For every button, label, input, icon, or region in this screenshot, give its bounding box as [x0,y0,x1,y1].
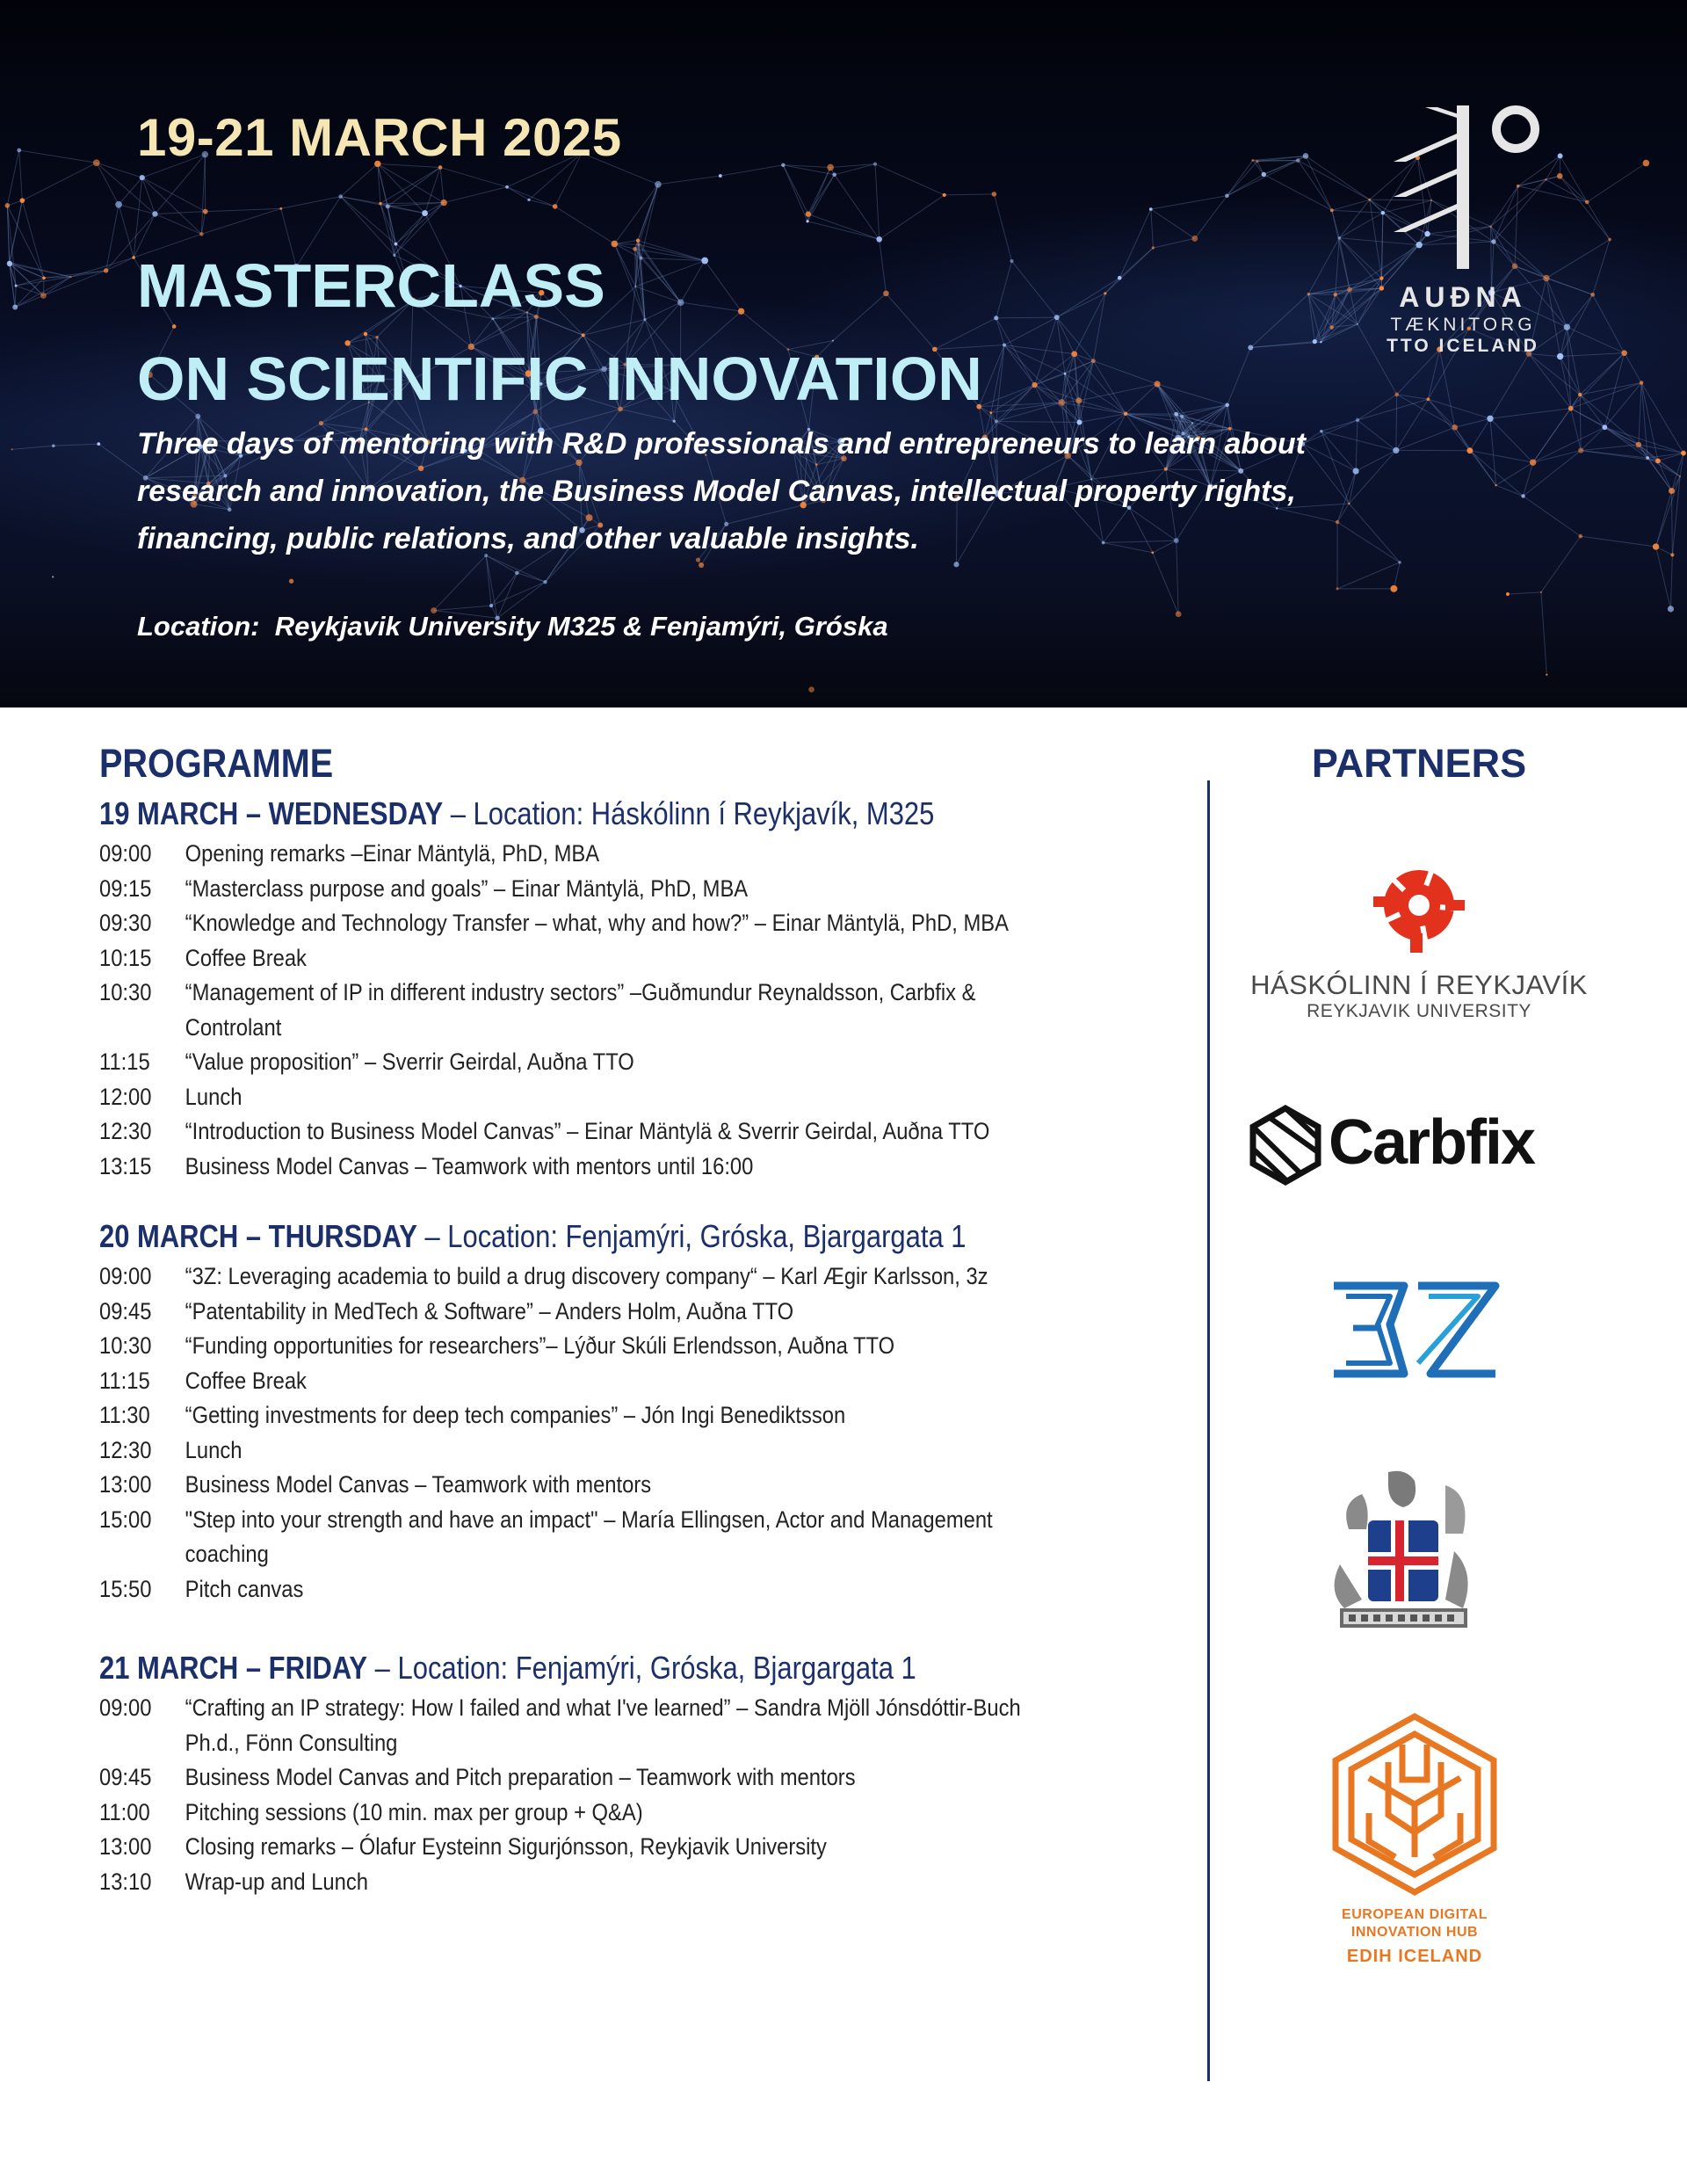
day-name: 21 MARCH – FRIDAY [99,1650,368,1686]
programme-section [99,736,1189,1899]
event-title [137,239,982,425]
schedule-text: “Masterclass purpose and goals” – Einar Mäntylä, PhD, MBA [185,874,749,902]
schedule-time: 13:15 [99,1152,152,1179]
schedule-text: “Patentability in MedTech & Software” – Anders Holm, Auðna TTO [185,1297,794,1324]
schedule-text: “Management of IP in different industry sectors” –Guðmundur Reynaldsson, Carbfix & Controlant [185,979,976,1041]
schedule-time: 15:00 [99,1506,152,1533]
schedule-item [99,1364,1120,1399]
audna-name: AUÐNA [1399,281,1527,313]
schedule-item [99,906,1120,941]
carbfix-name: Carbfix [1329,1107,1535,1178]
edih-line3: EDIH ICELAND [1346,1947,1483,1966]
day-heading [99,1645,1036,1691]
schedule-text: “Crafting an IP strategy: How I failed and what I've learned” – Sandra Mjöll Jónsdóttir-Buch Ph.d., Fönn Consulting [185,1694,1021,1756]
carbfix-logo [1248,1103,1582,1191]
schedule-item [99,1114,1120,1150]
schedule-time: 10:30 [99,979,152,1005]
schedule-text: “Getting investments for deep tech companies” – Jón Ingi Benediktsson [185,1402,846,1428]
carbfix-hexagon-icon [1248,1103,1323,1187]
schedule-time: 13:00 [99,1833,152,1860]
day-name: 20 MARCH – THURSDAY [99,1218,417,1254]
schedule-item [99,872,1120,907]
schedule-time: 09:45 [99,1764,152,1790]
day-location: – Location: Fenjamýri, Gróska, Bjargargata 1 [416,1218,967,1254]
schedule-text: Closing remarks – Ólafur Eysteinn Sigurjónsson, Reykjavik University [185,1833,827,1860]
schedule-item [99,1295,1120,1330]
day-block [99,1214,1189,1607]
schedule-text: “Funding opportunities for researchers”– Lýður Skúli Erlendsson, Auðna TTO [185,1332,895,1359]
schedule-time: 12:30 [99,1118,152,1144]
schedule-item [99,837,1120,872]
day-block [99,1645,1189,1899]
schedule-time: 10:15 [99,944,152,971]
schedule-list [99,1259,1120,1607]
schedule-text: Wrap-up and Lunch [185,1868,368,1895]
schedule-text: “Knowledge and Technology Transfer – what, why and how?” – Einar Mäntylä, PhD, MBA [185,910,1009,936]
schedule-text: Coffee Break [185,1367,307,1394]
event-date: 19-21 MARCH 2025 [137,108,622,167]
day-heading [99,1214,1036,1259]
reykjavik-university-logo [1239,857,1599,1033]
schedule-time: 15:50 [99,1575,152,1602]
reykjavik-university-subtitle: REYKJAVIK UNIVERSITY [1307,1001,1531,1021]
schedule-time: 13:10 [99,1868,152,1895]
hero-banner [0,0,1687,707]
day-block [99,791,1189,1184]
schedule-time: 11:00 [99,1798,150,1825]
3z-logo [1327,1279,1502,1380]
reykjavik-university-emblem-icon [1239,857,1599,962]
schedule-item [99,1691,1120,1760]
schedule-item [99,1329,1120,1364]
schedule-item [99,976,1120,1045]
reykjavik-university-name: HÁSKÓLINN Í REYKJAVÍK [1250,969,1588,1000]
schedule-time: 09:30 [99,910,152,936]
schedule-text: Coffee Break [185,944,307,971]
coat-of-arms-icon [1322,1468,1485,1639]
schedule-time: 11:15 [99,1048,150,1075]
3z-logo-icon [1327,1279,1502,1380]
schedule-time: 09:15 [99,874,152,902]
edih-line2: INNOVATION HUB [1350,1925,1479,1940]
schedule-time: 13:00 [99,1471,152,1498]
schedule-time: 09:00 [99,1263,152,1289]
schedule-item [99,1433,1120,1469]
schedule-text: Lunch [185,1083,243,1110]
schedule-item [99,1503,1120,1572]
schedule-item [99,1045,1120,1080]
schedule-item [99,941,1120,976]
schedule-text: Pitching sessions (10 min. max per group + Q&A) [185,1798,643,1825]
schedule-time: 10:30 [99,1332,152,1359]
partners-heading: PARTNERS [1311,741,1527,786]
schedule-time: 12:00 [99,1083,152,1110]
schedule-item [99,1080,1120,1115]
audna-subtitle2: TTO ICELAND [1387,336,1539,356]
schedule-text: Pitch canvas [185,1575,304,1602]
schedule-text: Business Model Canvas and Pitch preparation – Teamwork with mentors [185,1764,856,1790]
schedule-item [99,1259,1120,1295]
event-title-line2: ON SCIENTIFIC INNOVATION [137,345,982,413]
schedule-item [99,1150,1120,1185]
day-location: – Location: Fenjamýri, Gróska, Bjargargata 1 [367,1650,916,1686]
schedule-text: “3Z: Leveraging academia to build a drug discovery company“ – Karl Ægir Karlsson, 3z [185,1263,988,1289]
schedule-time: 12:30 [99,1436,152,1463]
schedule-list [99,837,1120,1184]
schedule-text: Lunch [185,1436,243,1463]
schedule-list [99,1691,1120,1899]
edih-iceland-logo [1318,1709,1511,1973]
schedule-item [99,1830,1120,1865]
schedule-text: Business Model Canvas – Teamwork with mentors until 16:00 [185,1152,754,1179]
audna-logo [1379,98,1546,362]
schedule-time: 09:45 [99,1297,152,1324]
day-name: 19 MARCH – WEDNESDAY [99,795,444,831]
schedule-text: “Introduction to Business Model Canvas” – Einar Mäntylä & Sverrir Geirdal, Auðna TTO [185,1118,990,1144]
schedule-time: 09:00 [99,1694,152,1721]
edih-line1: EUROPEAN DIGITAL [1342,1907,1488,1922]
event-description: Three days of mentoring with R&D professionals and entrepreneurs to learn about research and innovation, the Business Model Canvas, intellectual property rights, financing, public relations, and other valuable insights. [137,427,1306,555]
schedule-time: 09:00 [99,840,152,867]
schedule-item [99,1796,1120,1831]
audna-subtitle: TÆKNITORG [1390,315,1536,335]
programme-heading: PROGRAMME [99,741,334,786]
schedule-text: Opening remarks –Einar Mäntylä, PhD, MBA [185,840,600,867]
edih-hexagon-icon [1318,1709,1511,1898]
day-location: – Location: Háskólinn í Reykjavík, M325 [443,795,935,831]
audna-mark-icon [1388,98,1546,274]
schedule-text: "Step into your strength and have an impact" – María Ellingsen, Actor and Management coaching [185,1506,993,1567]
schedule-text: “Value proposition” – Sverrir Geirdal, Auðna TTO [185,1048,634,1075]
day-heading [99,791,1036,837]
schedule-item [99,1865,1120,1900]
event-title-line1: MASTERCLASS [137,251,605,320]
schedule-item [99,1760,1120,1796]
schedule-time: 11:15 [99,1367,150,1394]
schedule-item [99,1572,1120,1607]
schedule-item [99,1468,1120,1503]
column-divider [1207,780,1210,2081]
schedule-time: 11:30 [99,1402,150,1428]
schedule-text: Business Model Canvas – Teamwork with mentors [185,1471,652,1498]
schedule-item [99,1398,1120,1433]
iceland-coat-of-arms-logo [1322,1468,1485,1639]
event-location: Location: Reykjavik University M325 & Fenjamýri, Gróska [137,611,888,642]
